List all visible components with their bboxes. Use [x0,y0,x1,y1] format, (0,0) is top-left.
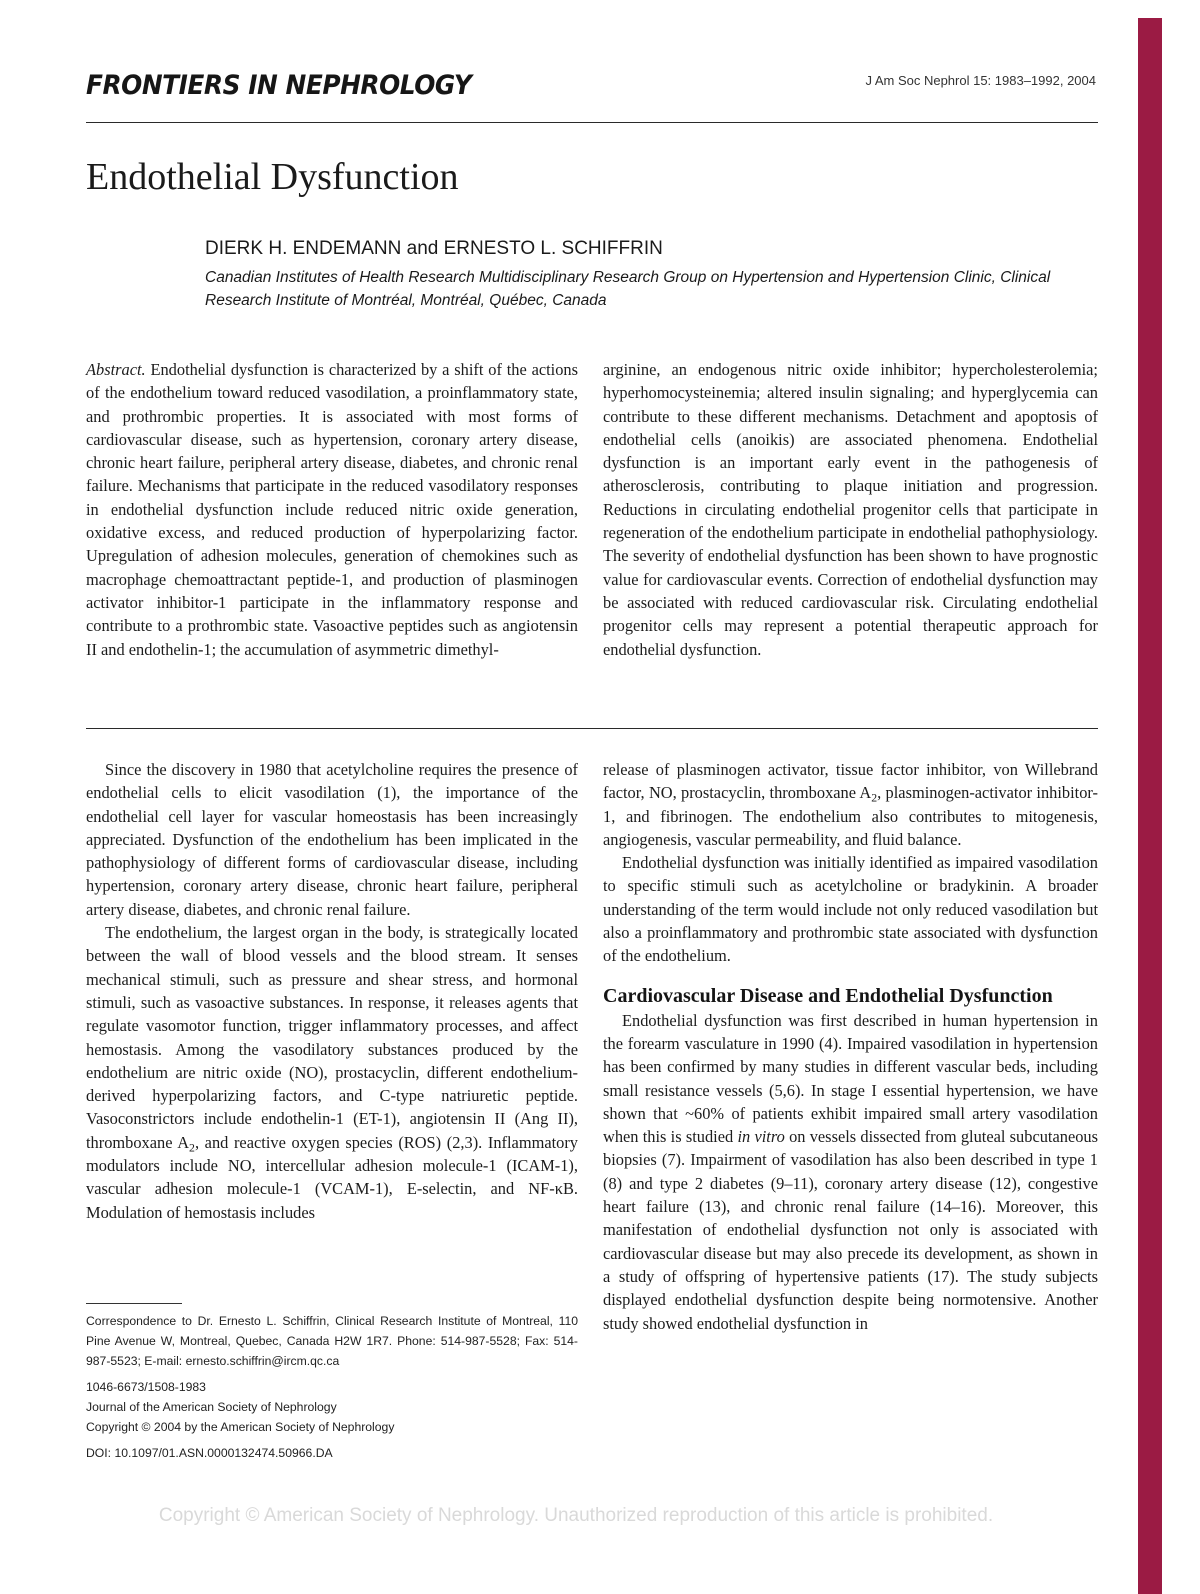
italic-text: in vitro [737,1127,785,1147]
section-heading: Cardiovascular Disease and Endothelial Dysfunction [603,984,1053,1007]
article-authors: DIERK H. ENDEMANN and ERNESTO L. SCHIFFRIN [205,238,663,259]
subscript: 2 [189,1140,195,1155]
abstract-paragraph-left [86,358,578,661]
subscript: 2 [871,790,878,805]
abstract-text-left: Endothelial dysfunction is characterized by a shift of the actions of the endothelium toward reduced vasodilation, a proinflammatory state, and prothrombic properties. It is associated with most forms of cardiovascular disease, such as hypertension, coronary artery disease, chronic heart failure, peripheral artery disease, diabetes, and chronic renal failure. Mechanisms that participate in the reduced vasodilatory responses in endothelial dysfunction include reduced nitric oxide generation, oxidative excess, and reduced production of hyperpolarizing factor. Upregulation of adhesion molecules, generation of chemokines such as macrophage chemoattractant peptide-1, and production of plasminogen activator inhibitor-1 participate in the inflammatory response and contribute to a prothrombic state. Vasoactive peptides such as angiotensin II and endothelin-1; the accumulation of asymmetric dimethyl- [86,360,578,659]
footnote-issn: 1046-6673/1508-1983 [86,1380,206,1394]
abstract-right-column [603,358,1098,661]
body-text: , and reactive oxygen species (ROS) (2,3). Inflammatory modulators include NO, intercellular adhesion molecule-1 (ICAM-1), vascular adhesion molecule-1 (VCAM-1), E-selectin, and NF-κB. Modulation of hemostasis includes [86,1132,578,1222]
abstract-rule [86,728,1098,729]
journal-name: FRONTIERS IN NEPHROLOGY [86,70,472,101]
abstract-label: Abstract. [86,360,146,379]
page-edge-bar [1138,18,1162,1594]
article-title: Endothelial Dysfunction [86,156,459,198]
body-paragraph [86,921,578,1224]
body-right-column [603,758,1098,1335]
footnotes [86,1311,578,1463]
abstract-left-column [86,358,578,661]
body-paragraph: Since the discovery in 1980 that acetylcholine requires the presence of endothelial cells to elicit vasodilation (1), the importance of the endothelial cell layer for vascular homeostasis has been increasingly appreciated. Dysfunction of the endothelium has been implicated in the pathophysiology of different forms of cardiovascular disease, including hypertension, coronary artery disease, chronic heart failure, peripheral artery disease, diabetes, and chronic renal failure. [86,760,578,919]
body-text: , plasminogen-activator inhibitor-1, and fibrinogen. The endothelium also contributes to mitogenesis, angiogenesis, vascular permeability, and fluid balance. [603,783,1098,849]
footnote-rule [86,1303,182,1304]
body-text: on vessels dissected from gluteal subcutaneous biopsies (7). Impairment of vasodilation has also been described in type 1 (8) and type 2 diabetes (9–11), coronary artery disease (12), congestive heart failure (13), and chronic renal failure (14–16). Moreover, this manifestation of endothelial dysfunction not only is associated with cardiovascular disease but may also precede its development, as shown in a study of offspring of hypertensive patients (17). The study subjects displayed endothelial dysfunction despite being normotensive. Another study showed endothelial dysfunction in [603,1127,1098,1333]
body-left-column [86,758,578,1224]
body-text: The endothelium, the largest organ in the body, is strategically located between the wall of blood vessels and the blood stream. It senses mechanical stimuli, such as pressure and shear stress, and hormonal stimuli, such as vasoactive substances. In response, it releases agents that regulate vasomotor function, trigger inflammatory processes, and affect hemostasis. Among the vasodilatory substances produced by the endothelium are nitric oxide (NO), prostacyclin, different endothelium-derived hyperpolarizing factors, and C-type natriuretic peptide. Vasoconstrictors include endothelin-1 (ET-1), angiotensin II (Ang II), thromboxane A [86,923,578,1152]
body-paragraph [603,1009,1098,1335]
footnote-copyright: Copyright © 2004 by the American Society of Nephrology [86,1420,395,1434]
body-text: release of plasminogen activator, tissue factor inhibitor, von Willebrand factor, NO, prostacyclin, thromboxane A [603,760,1098,803]
footnote-correspondence: Correspondence to Dr. Ernesto L. Schiffrin, Clinical Research Institute of Montreal, 110 Pine Avenue W, Montreal, Quebec, Canada H2W 1R7. Phone: 514-987-5528; Fax: 514-987-5523; E-mail: ernesto.schiffrin@ircm.qc.ca [86,1314,578,1368]
body-paragraph [603,758,1098,851]
abstract-text-right: arginine, an endogenous nitric oxide inhibitor; hypercholesterolemia; hyperhomocysteinemia; altered insulin signaling; and hyperglycemia can contribute to these different mechanisms. Detachment and apoptosis of endothelial cells (anoikis) are associated phenomena. Endothelial dysfunction is an important early event in the pathogenesis of atherosclerosis, contributing to plaque initiation and progression. Reductions in circulating endothelial progenitor cells that participate in regeneration of the endothelium participate in endothelial pathophysiology. The severity of endothelial dysfunction has been shown to have prognostic value for cardiovascular events. Correction of endothelial dysfunction may be associated with reduced cardiovascular risk. Circulating endothelial progenitor cells may represent a potential therapeutic approach for endothelial dysfunction. [603,360,1098,659]
body-paragraph: Endothelial dysfunction was initially identified as impaired vasodilation to specific stimuli such as acetylcholine or bradykinin. A broader understanding of the term would include not only reduced vasodilation but also a proinflammatory and prothrombic state associated with dysfunction of the endothelium. [603,853,1098,966]
footnote-doi: DOI: 10.1097/01.ASN.0000132474.50966.DA [86,1446,333,1460]
journal-citation: J Am Soc Nephrol 15: 1983–1992, 2004 [865,73,1096,88]
body-text: Endothelial dysfunction was first described in human hypertension in the forearm vasculature in 1990 (4). Impaired vasodilation in hypertension has been confirmed by many studies in different vascular beds, including small resistance vessels (5,6). In stage I essential hypertension, we have shown that ~60% of patients exhibit impaired small artery vasodilation when this is studied [603,1010,1098,1147]
author-affiliation: Canadian Institutes of Health Research Multidisciplinary Research Group on Hypertension and Hypertension Clinic, Clinical Research Institute of Montréal, Montréal, Québec, Canada [205,269,1051,309]
copyright-watermark: Copyright © American Society of Nephrology. Unauthorized reproduction of this article is prohibited. [158,1505,994,1526]
footnote-journal: Journal of the American Society of Nephrology [86,1400,337,1414]
header-rule [86,122,1098,123]
